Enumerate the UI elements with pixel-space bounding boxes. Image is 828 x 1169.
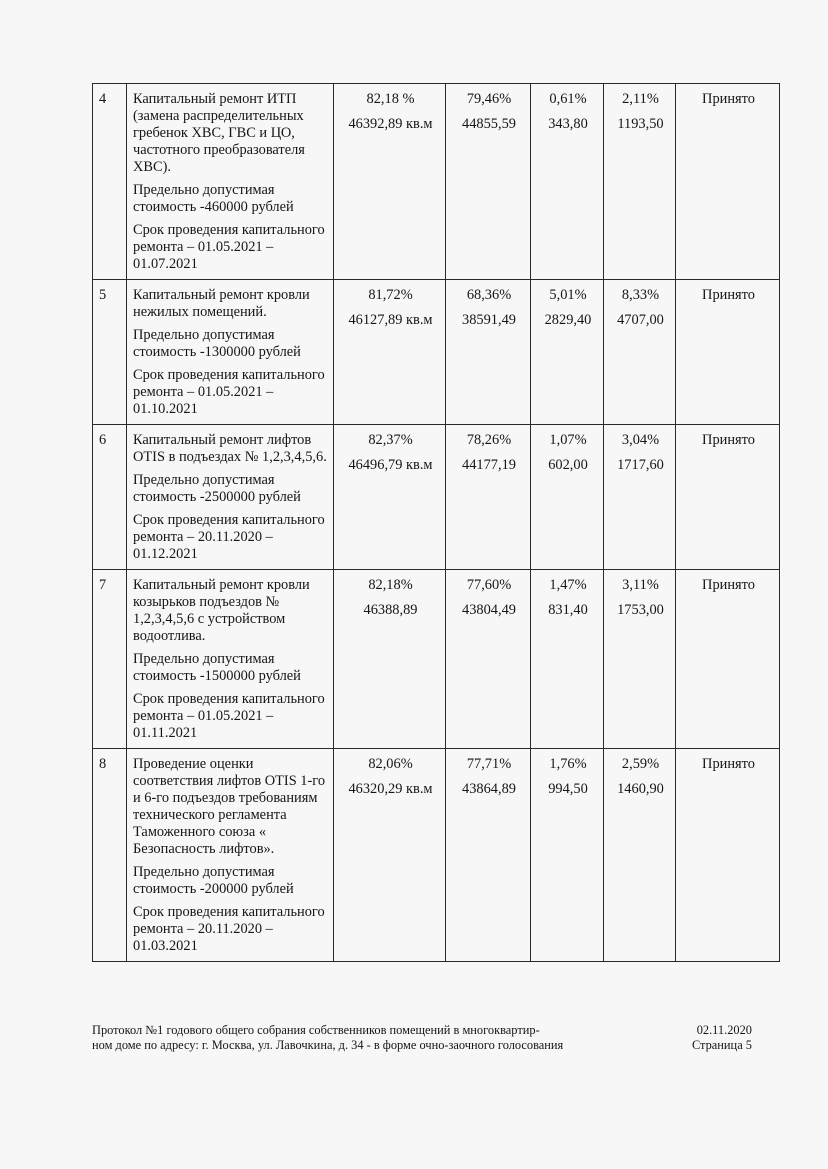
item-period: Срок проведения капитального ремонта – 01.05.2021 – 01.10.2021: [133, 367, 325, 417]
protocol-caption-line1: Протокол №1 годового общего собрания собственников помещений в многоквартир-: [92, 1023, 540, 1037]
votes-against-cell-percent: 0,61%: [549, 91, 587, 107]
item-period: Срок проведения капитального ремонта – 20.11.2020 – 01.03.2021: [133, 904, 325, 954]
item-description: [127, 570, 334, 749]
item-title: Капитальный ремонт лифтов OTIS в подъездах № 1,2,3,4,5,6.: [133, 432, 327, 465]
participated-cell-percent: 82,06%: [368, 756, 413, 772]
votes-abstain-cell-percent: 3,04%: [621, 432, 660, 448]
votes-abstain-cell: [604, 570, 676, 749]
votes-abstain-cell: [604, 425, 676, 570]
votes-against-cell: [531, 749, 604, 962]
votes-abstain-cell: [604, 84, 676, 280]
item-number: 6: [93, 425, 127, 570]
page-number: Страница 5: [691, 1038, 752, 1052]
participated-cell-area: 46388,89: [363, 602, 418, 618]
votes-for-cell-percent: 78,26%: [466, 432, 512, 448]
votes-against-cell: [531, 570, 604, 749]
votes-for-cell-percent: 79,46%: [466, 91, 512, 107]
participated-cell-percent: 81,72%: [368, 287, 413, 303]
votes-for-cell: [446, 425, 531, 570]
votes-abstain-cell: [604, 280, 676, 425]
item-cost-limit: Предельно допустимая стоимость -2500000 рублей: [133, 472, 301, 505]
votes-for-cell: [446, 749, 531, 962]
item-title: Проведение оценки соответствия лифтов OTIS 1-го и 6-го подъездов требованиям технического регламента Таможенного союза « Безопасность лифтов».: [133, 756, 326, 857]
item-period: Срок проведения капитального ремонта – 01.05.2021 – 01.07.2021: [133, 222, 325, 272]
votes-abstain-cell-area: 1717,60: [617, 457, 664, 473]
votes-for-cell: [446, 280, 531, 425]
votes-for-cell-area: 43804,49: [462, 602, 516, 618]
votes-abstain-cell-area: 1460,90: [617, 781, 664, 797]
item-cost-limit: Предельно допустимая стоимость -1300000 рублей: [133, 327, 301, 360]
votes-abstain-cell-percent: 3,11%: [622, 577, 659, 593]
footer-meta: [622, 1023, 752, 1053]
item-period: Срок проведения капитального ремонта – 20.11.2020 – 01.12.2021: [133, 512, 325, 562]
table-row: [93, 84, 780, 280]
participated-cell-percent: 82,18 %: [366, 91, 415, 107]
votes-abstain-cell-percent: 2,11%: [622, 91, 659, 107]
votes-for-cell-area: 43864,89: [462, 781, 516, 797]
decision-result: Принято: [676, 749, 780, 962]
votes-abstain-cell-percent: 2,59%: [621, 756, 660, 772]
item-description: [127, 84, 334, 280]
participated-cell: [334, 84, 446, 280]
votes-abstain-cell-area: 4707,00: [617, 312, 664, 328]
participated-cell: [334, 425, 446, 570]
votes-for-cell-area: 38591,49: [462, 312, 516, 328]
voting-results-table: [92, 83, 780, 962]
votes-for-cell: [446, 84, 531, 280]
item-number: 4: [93, 84, 127, 280]
item-number: 7: [93, 570, 127, 749]
item-number: 8: [93, 749, 127, 962]
votes-against-cell: [531, 84, 604, 280]
protocol-date: 02.11.2020: [696, 1023, 752, 1037]
votes-against-cell-percent: 1,07%: [549, 432, 587, 448]
votes-for-cell-area: 44177,19: [462, 457, 516, 473]
votes-against-cell-area: 343,80: [548, 116, 588, 132]
votes-for-cell-percent: 77,71%: [466, 756, 512, 772]
participated-cell-area: 46320,29 кв.м: [348, 781, 433, 797]
item-cost-limit: Предельно допустимая стоимость -460000 рублей: [133, 182, 294, 215]
item-description: [127, 749, 334, 962]
table-row: [93, 425, 780, 570]
participated-cell-area: 46496,79 кв.м: [348, 457, 433, 473]
decision-result: Принято: [676, 425, 780, 570]
participated-cell-area: 46127,89 кв.м: [348, 312, 433, 328]
votes-abstain-cell-percent: 8,33%: [621, 287, 660, 303]
votes-abstain-cell: [604, 749, 676, 962]
votes-for-cell-area: 44855,59: [462, 116, 516, 132]
item-description: [127, 425, 334, 570]
votes-against-cell-percent: 5,01%: [549, 287, 587, 303]
votes-for-cell: [446, 570, 531, 749]
protocol-caption-line2: ном доме по адресу: г. Москва, ул. Лавочкина, д. 34 - в форме очно-заочного голосования: [92, 1038, 564, 1052]
votes-against-cell-area: 994,50: [548, 781, 588, 797]
participated-cell-percent: 82,18%: [368, 577, 413, 593]
item-number: 5: [93, 280, 127, 425]
votes-against-cell-area: 2829,40: [544, 312, 592, 328]
table-row: [93, 749, 780, 962]
item-title: Капитальный ремонт кровли козырьков подъездов № 1,2,3,4,5,6 с устройством водоотлива.: [133, 577, 310, 644]
participated-cell-percent: 82,37%: [368, 432, 413, 448]
participated-cell: [334, 280, 446, 425]
table-row: [93, 280, 780, 425]
decision-result: Принято: [676, 570, 780, 749]
item-description: [127, 280, 334, 425]
table-row: [93, 570, 780, 749]
votes-against-cell-percent: 1,47%: [549, 577, 587, 593]
votes-against-cell-area: 602,00: [548, 457, 588, 473]
protocol-caption: [92, 1023, 612, 1053]
votes-against-cell: [531, 425, 604, 570]
item-title: Капитальный ремонт кровли нежилых помещений.: [133, 287, 310, 320]
participated-cell: [334, 749, 446, 962]
participated-cell: [334, 570, 446, 749]
votes-for-cell-percent: 68,36%: [466, 287, 512, 303]
decision-result: Принято: [676, 84, 780, 280]
item-period: Срок проведения капитального ремонта – 01.05.2021 – 01.11.2021: [133, 691, 325, 741]
votes-abstain-cell-area: 1193,50: [617, 116, 664, 132]
votes-against-cell: [531, 280, 604, 425]
item-cost-limit: Предельно допустимая стоимость -200000 рублей: [133, 864, 294, 897]
votes-against-cell-percent: 1,76%: [549, 756, 587, 772]
item-title: Капитальный ремонт ИТП (замена распределительных гребенок ХВС, ГВС и ЦО, частотного преобразователя ХВС).: [133, 91, 305, 175]
votes-for-cell-percent: 77,60%: [466, 577, 512, 593]
item-cost-limit: Предельно допустимая стоимость -1500000 рублей: [133, 651, 301, 684]
votes-abstain-cell-area: 1753,00: [617, 602, 664, 618]
votes-against-cell-area: 831,40: [548, 602, 588, 618]
participated-cell-area: 46392,89 кв.м: [348, 116, 433, 132]
decision-result: Принято: [676, 280, 780, 425]
